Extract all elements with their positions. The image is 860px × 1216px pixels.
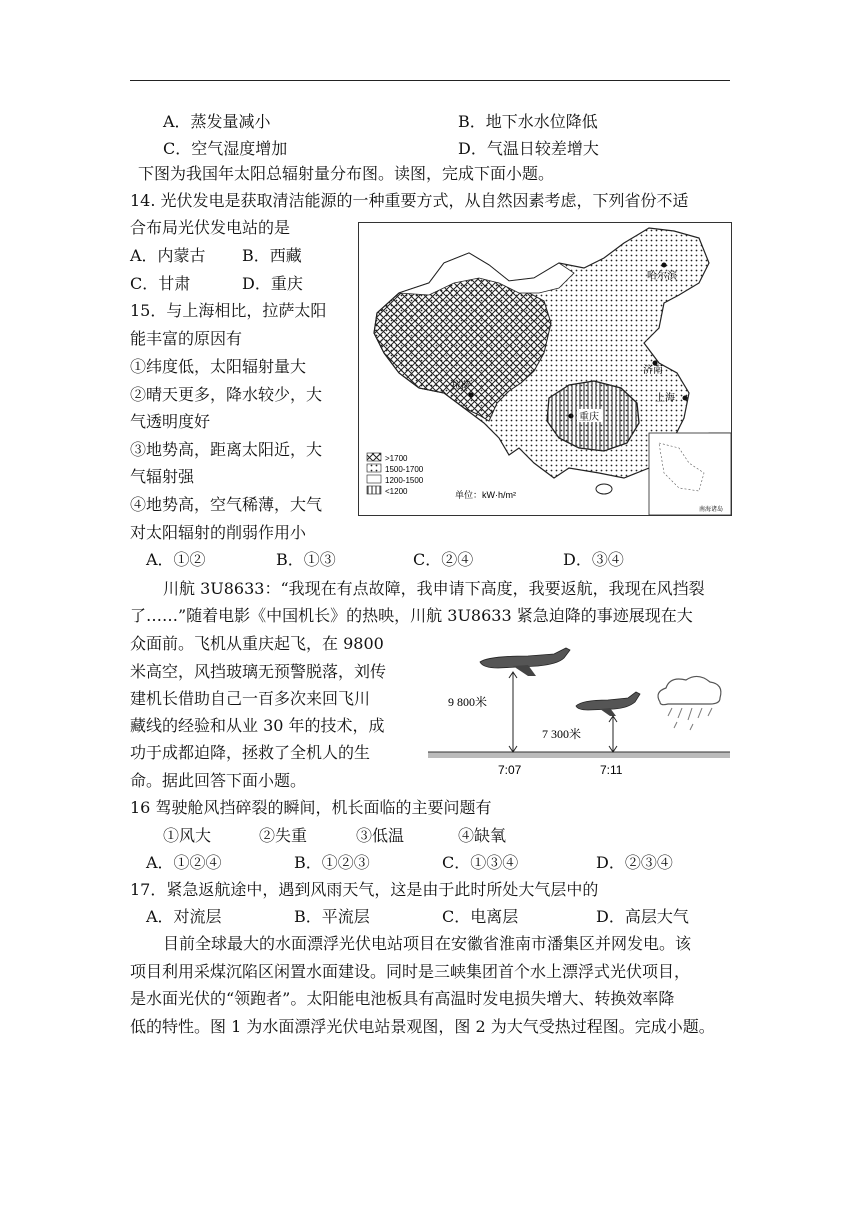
passage-3u-line4: 米高空，风挡玻璃无预警脱落，刘传	[130, 662, 387, 681]
q15-statement-2b: 气透明度好	[130, 412, 211, 431]
city-label: 拉萨	[451, 381, 471, 392]
q17-option-d[interactable]: D．高层大气	[596, 907, 689, 926]
q15-option-c[interactable]: C．②④	[413, 550, 474, 569]
passage-3u-line8: 命。据此回答下面小题。	[130, 771, 307, 790]
hainan-island	[596, 484, 612, 494]
q15-option-b[interactable]: B．①③	[276, 550, 336, 569]
passage-pv-line4: 低的特性。图 1 为水面漂浮光伏电站景观图，图 2 为大气受热过程图。完成小题。	[130, 1017, 715, 1036]
q13-option-c[interactable]: C．空气湿度增加	[163, 139, 288, 158]
q13-option-d[interactable]: D．气温日较差增大	[458, 139, 599, 158]
passage-pv-line2: 项目利用采煤沉陷区闲置水面建设。同时是三峡集团首个水上漂浮式光伏项目，	[130, 962, 691, 981]
passage-3u-line1: 川航 3U8633：“我现在有点故障，我申请下高度，我要返航，我现在风挡裂	[163, 579, 705, 598]
q15-stem-line1: 15．与上海相比，拉萨太阳	[130, 301, 327, 320]
time-label-2: 7:11	[600, 763, 623, 777]
altitude-low-label: 7 300米	[542, 727, 582, 741]
solar-radiation-map	[358, 222, 732, 516]
q16-option-b[interactable]: B．①②③	[294, 853, 370, 872]
q16-statement-1: ①风大	[163, 826, 212, 845]
city-label: 哈尔滨	[647, 271, 677, 282]
q16-option-c[interactable]: C．①③④	[442, 853, 519, 872]
q16-option-d[interactable]: D．②③④	[596, 853, 673, 872]
map-unit: 单位：kW·h/m²	[455, 490, 516, 500]
q15-statement-3a: ③地势高，距离太阳近，大	[130, 440, 323, 459]
q17-option-b[interactable]: B．平流层	[294, 907, 370, 926]
passage-pv-line3: 是水面光伏的“领跑者”。太阳能电池板具有高温时发电损失增大、转换效率降	[130, 989, 675, 1008]
header-rule	[130, 80, 730, 81]
altitude-high-label: 9 800米	[448, 695, 488, 709]
q15-statement-2a: ②晴天更多，降水较少，大	[130, 385, 323, 404]
passage-3u-line7: 功于成都迫降，拯救了全机人的生	[130, 743, 371, 762]
q14-option-b[interactable]: B．西藏	[242, 246, 302, 265]
radiation-intro: 下图为我国年太阳总辐射量分布图。读图，完成下面小题。	[138, 164, 555, 183]
q15-statement-3b: 气辐射强	[130, 467, 195, 486]
q16-statement-2: ②失重	[259, 826, 308, 845]
city-label: 济南	[643, 365, 663, 376]
passage-3u-line6: 藏线的经验和从业 30 年的技术，成	[130, 716, 385, 735]
passage-3u-line3: 众面前。飞机从重庆起飞，在 9800	[130, 634, 384, 653]
q16-stem: 16 驾驶舱风挡碎裂的瞬间，机长面临的主要问题有	[130, 798, 492, 817]
q14-option-c[interactable]: C．甘肃	[130, 274, 191, 293]
inset-label: 南海诸岛	[699, 507, 724, 513]
passage-pv-line1: 目前全球最大的水面漂浮光伏电站项目在安徽省淮南市潘集区并网发电。该	[163, 934, 692, 953]
legend-label: 1200-1500	[385, 476, 424, 485]
q15-statement-4b: 对太阳辐射的削弱作用小	[130, 523, 307, 542]
q16-statement-3: ③低温	[356, 826, 405, 845]
q15-option-a[interactable]: A．①②	[146, 550, 206, 569]
q16-statement-4: ④缺氧	[458, 826, 507, 845]
q13-option-b[interactable]: B．地下水水位降低	[458, 112, 598, 131]
time-label-1: 7:07	[498, 763, 522, 777]
legend-label: 1500-1700	[385, 465, 424, 474]
plane-icon-low	[576, 692, 640, 716]
q17-option-c[interactable]: C．电离层	[442, 907, 519, 926]
q14-option-a[interactable]: A．内蒙古	[130, 246, 206, 265]
city-label: 上海	[655, 393, 675, 404]
legend-label: >1700	[385, 454, 408, 463]
q17-option-a[interactable]: A．对流层	[146, 907, 222, 926]
q15-statement-1: ①纬度低，太阳辐射量大	[130, 357, 307, 376]
plane-altitude-diagram	[428, 640, 730, 780]
q13-option-a[interactable]: A．蒸发量减小	[163, 112, 271, 131]
q16-option-a[interactable]: A．①②④	[146, 853, 222, 872]
city-label: 重庆	[579, 412, 599, 423]
plane-icon-high	[480, 648, 570, 676]
q15-statement-4a: ④地势高，空气稀薄，大气	[130, 495, 323, 514]
q14-stem-line2: 合布局光伏发电站的是	[130, 218, 291, 237]
q15-stem-line2: 能丰富的原因有	[130, 329, 243, 348]
rain-cloud-icon	[658, 676, 721, 730]
passage-3u-line2: 了……”随着电影《中国机长》的热映，川航 3U8633 紧急迫降的事迹展现在大	[130, 606, 693, 625]
q15-option-d[interactable]: D．③④	[563, 550, 624, 569]
q17-stem: 17．紧急返航途中，遇到风雨天气，这是由于此时所处大气层中的	[130, 880, 599, 899]
legend-label: <1200	[385, 487, 408, 496]
q14-option-d[interactable]: D．重庆	[242, 274, 303, 293]
passage-3u-line5: 建机长借助自己一百多次来回飞川	[130, 689, 371, 708]
q14-stem-line1: 14. 光伏发电是获取清洁能源的一种重要方式，从自然因素考虑，下列省份不适	[130, 191, 689, 210]
